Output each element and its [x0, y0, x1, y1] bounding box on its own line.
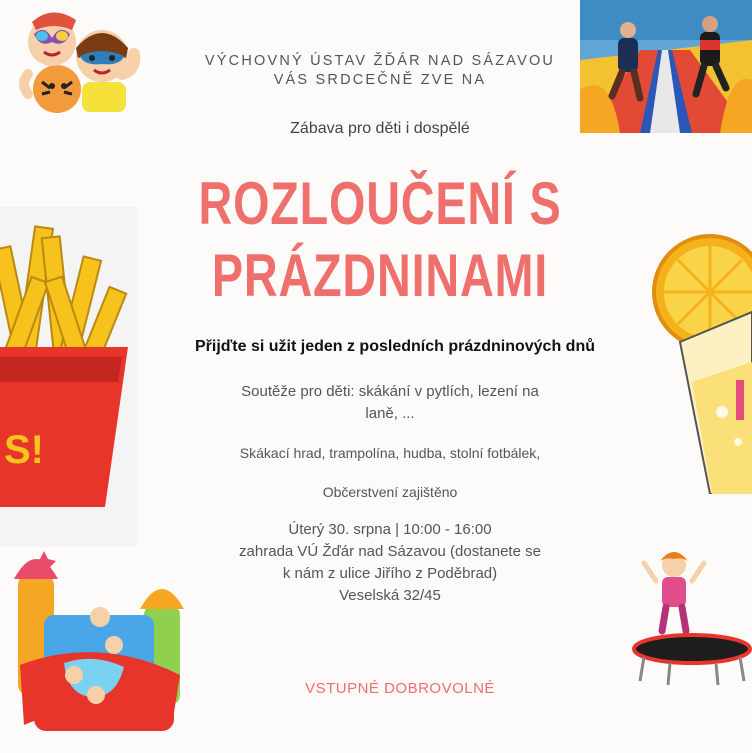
- organizer-header: [150, 52, 610, 90]
- attractions-text: Skákací hrad, trampolína, hudba, stolní fotbálek,: [239, 445, 541, 461]
- tagline: Zábava pro děti i dospělé: [290, 120, 470, 137]
- face-painted-kids-image: [12, 4, 142, 124]
- lemonade-glass-image: [610, 232, 752, 494]
- competitions-line-2: laně, ...: [365, 405, 415, 422]
- subtitle: Přijďte si užit jeden z posledních prázdninových dnů: [195, 338, 595, 355]
- french-fries-image: [0, 207, 137, 547]
- competitions-text: [205, 381, 575, 425]
- competitions-line-1: Soutěže pro děti: skákání v pytlích, lezení na: [241, 383, 539, 400]
- entry-fee: VSTUPNÉ DOBROVOLNÉ: [305, 680, 495, 697]
- venue-line-2: k nám z ulice Jiřího z Poděbrad): [282, 565, 498, 582]
- title-line-2: PRÁZDNINAMI: [211, 242, 549, 309]
- invite-line: VÁS SRDCEČNĚ ZVE NA: [273, 72, 487, 88]
- organizer-line: VÝCHOVNÝ ÚSTAV ŽĎÁR NAD SÁZAVOU: [204, 53, 556, 69]
- event-title: [185, 168, 575, 312]
- fries-box-text: S!: [4, 428, 44, 472]
- trampoline-girl-image: [630, 545, 752, 695]
- refreshments-text: Občerstvení zajištěno: [322, 484, 458, 500]
- venue-line-1: zahrada VÚ Žďár nad Sázavou (dostanete se: [239, 543, 541, 560]
- date-time: Úterý 30. srpna | 10:00 - 16:00: [288, 521, 492, 538]
- event-details: [190, 519, 590, 607]
- address: Veselská 32/45: [339, 587, 441, 604]
- title-line-1: ROZLOUČENÍ S: [198, 170, 562, 237]
- bouncy-castle-image: [4, 545, 200, 745]
